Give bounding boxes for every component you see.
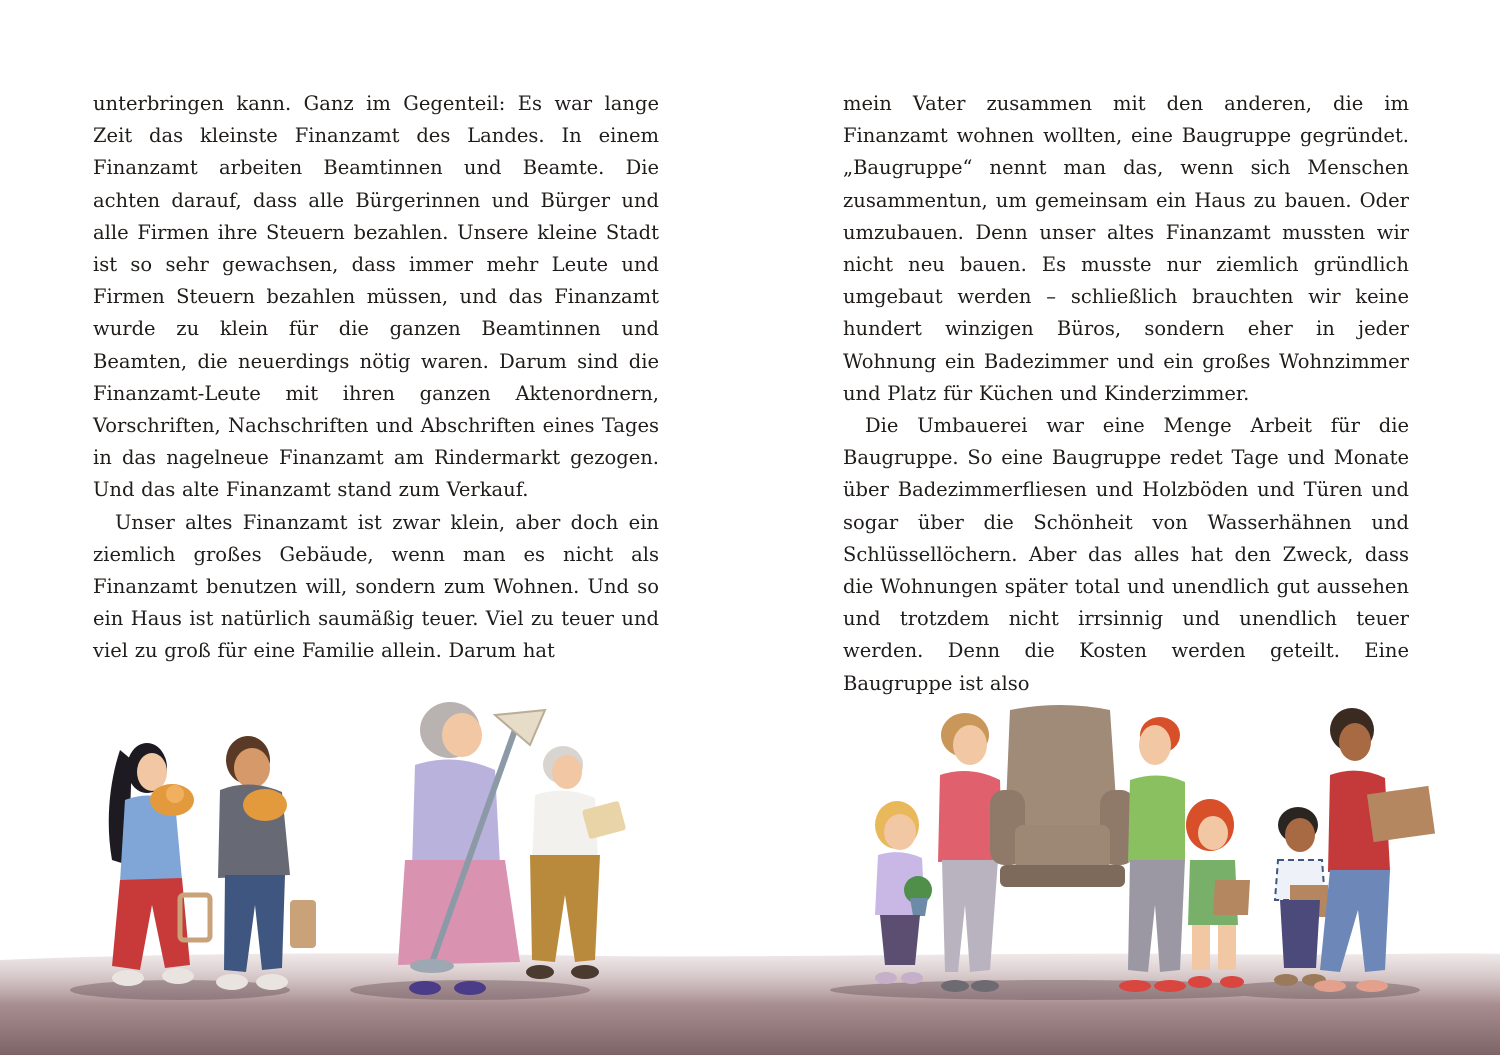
grandmother-with-lamp-figure (398, 702, 545, 995)
man-with-baby-figure (216, 736, 316, 990)
right-paragraph-1: mein Vater zusammen mit den anderen, die im Finanzamt wohnen wollten, eine Baugruppe gegründet. „Baugruppe“ nennt man das, wenn sich Menschen zusammentun, um gemeinsam ein Haus zu bauen. Oder umzubauen. Denn unser altes Finanzamt mussten wir nicht neu bauen. Es musste nur ziemlich gründlich umgebaut werden – schließlich brauchten wir keine hundert winzigen Büros, sondern eher in jeder Wohnung ein Badezimmer und ein großes Wohnzimmer und Platz für Küchen und Kinderzimmer. (843, 92, 1409, 405)
grandfather-with-tablet-figure (526, 746, 626, 979)
right-paragraph-2: Die Umbauerei war eine Menge Arbeit für die Baugruppe. So eine Baugruppe redet Tage und Monate über Badezimmerfliesen und Holzböden und Türen und sogar über die Schönheit von Wasserhähnen und Schlüssellöchern. Aber das alles hat den Zweck, dass die Wohnungen später total und unendlich gut aussehen und trotzdem nicht irrsinnig und unendlich teuer werden. Denn die Kosten werden geteilt. Eine Baugruppe ist also (843, 414, 1409, 695)
armchair-object (990, 705, 1135, 887)
woman-with-baby-figure (109, 743, 210, 986)
left-paragraph-1: unterbringen kann. Ganz im Gegenteil: Es war lange Zeit das kleinste Finanzamt des Landes. In einem Finanzamt arbeiten Beamtinnen und Beamte. Die achten darauf, dass alle Bürgerinnen und Bürger und alle Firmen ihre Steuern bezahlen. Unsere kleine Stadt ist so sehr gewachsen, dass immer mehr Leute und Firmen Steuern bezahlen müssen, und das Finanzamt wurde zu klein für die ganzen Beamtinnen und Beamten, die neuerdings nötig waren. Darum sind die Finanzamt-Leute mit ihren ganzen Aktenordnern, Vorschriften, Nachschriften und Abschriften eines Tages in das nagelneue Finanzamt am Rindermarkt gezogen. Und das alte Finanzamt stand zum Verkauf. (93, 92, 659, 502)
left-page-text (93, 88, 659, 668)
left-paragraph-2: Unser altes Finanzamt ist zwar klein, aber doch ein ziemlich großes Gebäude, wenn man es nicht als Finanzamt benutzen will, sondern zum Wohnen. Und so ein Haus ist natürlich saumäßig teuer. Viel zu teuer und viel zu groß für eine Familie allein. Darum hat (93, 510, 659, 663)
right-page-text (843, 88, 1409, 700)
man-green-shirt-figure (1119, 717, 1186, 992)
moving-people-illustration (0, 690, 1500, 1055)
young-man-with-box-figure (1314, 708, 1435, 992)
